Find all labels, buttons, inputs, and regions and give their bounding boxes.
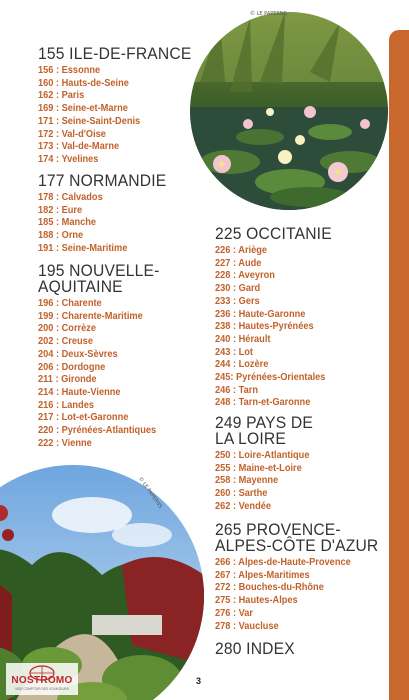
toc-entry: 196 : Charente <box>38 297 102 309</box>
toc-entry: 243 : Lot <box>215 345 254 358</box>
toc-entry: 169 : Seine-et-Marne <box>38 102 128 115</box>
toc-entry: 266 : Alpes-de-Haute-Provence <box>215 556 351 568</box>
toc-entry: 240 : Hérault <box>215 332 271 345</box>
toc-entry: 233 : Gers <box>215 294 260 307</box>
logo-tagline: VIDE COMPTOIR DES VOYAGEURS <box>15 687 69 691</box>
section-title: 195 NOUVELLE- AQUITAINE <box>38 261 160 296</box>
toc-entry: 222 : Vienne <box>38 436 92 449</box>
section-occitanie <box>215 226 342 409</box>
section-normandie <box>38 173 178 255</box>
toc-entry: 204 : Deux-Sèvres <box>38 347 118 360</box>
toc-entry: 173 : Val-de-Marne <box>38 140 120 153</box>
toc-entry: 220 : Pyrénées-Atlantiques <box>38 424 157 437</box>
toc-entry: 217 : Lot-et-Garonne <box>38 411 129 424</box>
section-title: 280 INDEX <box>215 639 295 658</box>
publisher-logo <box>6 663 78 695</box>
section-nouvelle-aquitaine <box>38 263 172 449</box>
toc-entry: 248 : Tarn-et-Garonne <box>215 396 311 409</box>
section-index <box>215 641 302 657</box>
toc-entry: 245: Pyrénées-Orientales <box>215 371 326 384</box>
toc-entry: 174 : Yvelines <box>38 152 99 165</box>
toc-entry: 172 : Val-d'Oise <box>38 127 106 140</box>
water-lily-photo <box>190 12 388 210</box>
toc-entry: 267 : Alpes-Maritimes <box>215 568 310 581</box>
section-provence-alpes-cote-d-azur <box>215 522 393 632</box>
toc-entry: 258 : Mayenne <box>215 474 279 487</box>
toc-entry: 160 : Hauts-de-Seine <box>38 76 129 89</box>
toc-entry: 244 : Lozère <box>215 358 269 371</box>
toc-entry: 185 : Manche <box>38 216 97 229</box>
section-title: 249 PAYS DE LA LOIRE <box>215 413 313 448</box>
toc-entry: 276 : Var <box>215 606 254 619</box>
toc-entry: 262 : Vendée <box>215 499 271 512</box>
toc-entry: 216 : Landes <box>38 398 94 411</box>
toc-entry: 202 : Creuse <box>38 335 93 348</box>
toc-entry: 236 : Haute-Garonne <box>215 307 306 320</box>
toc-entry: 246 : Tarn <box>215 383 258 396</box>
section-title: 225 OCCITANIE <box>215 224 332 243</box>
toc-entry: 228 : Aveyron <box>215 269 275 282</box>
section-ile-de-france <box>38 46 205 166</box>
bottom-photo-credit: © LE PAPERNS <box>137 476 164 510</box>
toc-entry: 255 : Maine-et-Loire <box>215 461 302 474</box>
toc-entry: 260 : Sarthe <box>215 487 268 500</box>
toc-entry: 278 : Vaucluse <box>215 619 279 632</box>
page-number: 3 <box>196 676 202 686</box>
toc-entry: 182 : Eure <box>38 203 83 216</box>
toc-entry: 178 : Calvados <box>38 191 103 203</box>
toc-entry: 275 : Hautes-Alpes <box>215 594 298 607</box>
toc-entry: 211 : Gironde <box>38 373 97 386</box>
toc-entry: 162 : Paris <box>38 89 85 102</box>
section-title: 265 PROVENCE- ALPES-CÔTE D'AZUR <box>215 520 379 555</box>
toc-entry: 272 : Bouches-du-Rhône <box>215 581 324 594</box>
toc-entry: 199 : Charente-Maritime <box>38 309 143 322</box>
section-pays-de-la-loire <box>215 415 322 513</box>
section-title: 155 ILE-DE-FRANCE <box>38 44 192 63</box>
toc-entry: 226 : Ariège <box>215 244 268 256</box>
toc-entry: 227 : Aude <box>215 256 262 269</box>
logo-name: NOSTROMO <box>11 675 73 686</box>
toc-entry: 214 : Haute-Vienne <box>38 385 121 398</box>
toc-entry: 200 : Corrèze <box>38 322 97 335</box>
toc-entry: 238 : Hautes-Pyrénées <box>215 320 314 333</box>
section-title: 177 NORMANDIE <box>38 171 167 190</box>
toc-entry: 250 : Loire-Atlantique <box>215 449 310 461</box>
toc-entry: 188 : Orne <box>38 229 84 242</box>
top-photo-credit: © LE PAPERNS <box>250 11 287 17</box>
toc-entry: 191 : Seine-Maritime <box>38 241 128 254</box>
toc-entry: 171 : Seine-Saint-Denis <box>38 114 141 127</box>
toc-entry: 206 : Dordogne <box>38 360 106 373</box>
toc-entry: 230 : Gard <box>215 282 261 295</box>
toc-entry: 156 : Essonne <box>38 64 101 76</box>
